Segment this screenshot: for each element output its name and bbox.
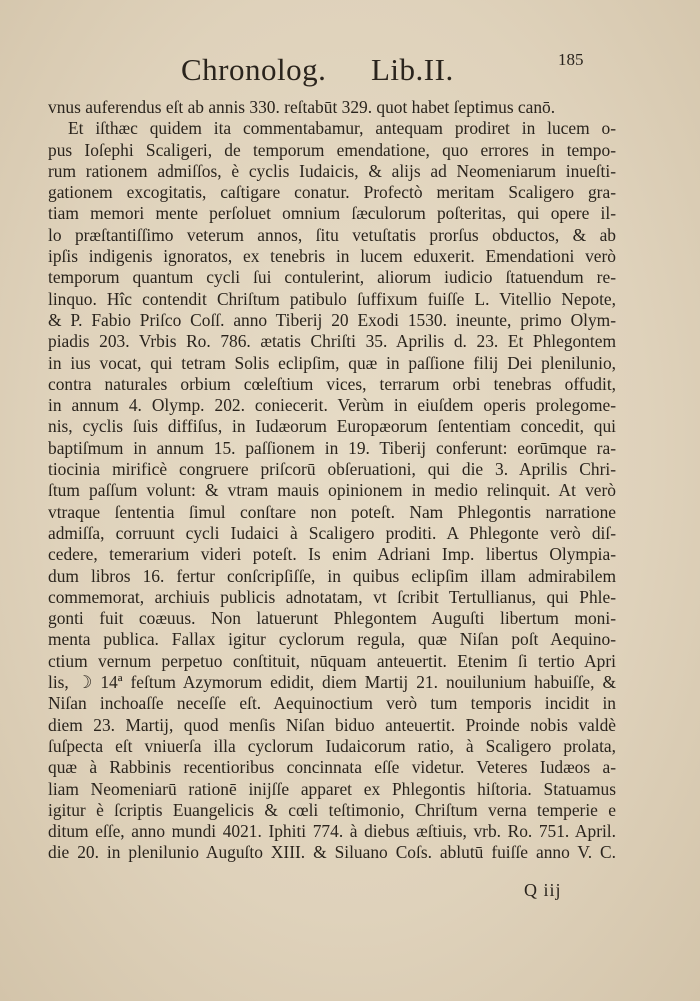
text-line: tiam memori mente perſoluet omnium ſæculorum poſteritas, qui opere il- bbox=[48, 203, 616, 224]
text-line: diem 23. Martij, quod menſis Niſan biduo anteuertit. Proinde nobis valdè bbox=[48, 714, 616, 735]
running-title-right: Lib.II. bbox=[371, 52, 454, 87]
text-line: pus Ioſephi Scaligeri, de temporum emendatione, quo errores in tempo- bbox=[48, 139, 616, 160]
page-number: 185 bbox=[558, 50, 584, 69]
text-line: tiocinia mirificè congruere priſcorū obſeruationi, qui die 3. Aprilis Chri- bbox=[48, 459, 616, 480]
text-line: ſuſpecta eſt vniuerſa illa cyclorum Iudaicorum ratio, à Scaligero prolata, bbox=[48, 735, 616, 756]
text-line: commemorat, archiuis publicis adnotatam, vt ſcribit Tertullianus, qui Phle- bbox=[48, 586, 616, 607]
body-text bbox=[48, 97, 616, 864]
text-line: igitur è ſcriptis Euangelicis & cœli teſtimonio, Chriſtum verna temperie e bbox=[48, 799, 616, 820]
text-line: in annum 4. Olymp. 202. coniecerit. Verùm in eiuſdem operis prolegome- bbox=[48, 395, 616, 416]
text-line: rum rationem admiſſos, è cyclis Iudaicis, & alijs ad Neomeniarum inueſti- bbox=[48, 160, 616, 181]
text-line: linquo. Hîc contendit Chriſtum patibulo ſuffixum fuiſſe L. Vitellio Nepote, bbox=[48, 288, 616, 309]
text-line: Et iſthæc quidem ita commentabamur, antequam prodiret in lucem o- bbox=[68, 118, 616, 139]
text-line: ditum eſſe, anno mundi 4021. Iphiti 774. à diebus æſtiuis, vrb. Ro. 751. April. bbox=[48, 821, 616, 842]
text-line: cedere, temerarium videri poteſt. Is enim Adriani Imp. libertus Olympia- bbox=[48, 544, 616, 565]
text-line: baptiſmum in annum 15. paſſionem in 19. Tiberij conferunt: eorūmque ra- bbox=[48, 437, 616, 458]
text-line: quæ à Rabbinis recentioribus concinnata eſſe videtur. Veteres Iudæos a- bbox=[48, 757, 616, 778]
running-head bbox=[0, 52, 700, 92]
text-line: ſtum paſſum volunt: & vtram mauis opinionem in medio relinquit. At verò bbox=[48, 480, 616, 501]
text-line: gationem excogitatis, caſtigare conatur. Profectò meritam Scaligero gra- bbox=[48, 182, 616, 203]
text-line: & P. Fabio Priſco Coſſ. anno Tiberij 20 Exodi 1530. ineunte, primo Olym- bbox=[48, 309, 616, 330]
text-line: ipſis indigenis ignoratos, ex tenebris in lucem eduxerit. Emendationi verò bbox=[48, 246, 616, 267]
text-line: in ius vocat, qui tetram Solis eclipſim, quæ in paſſione filij Dei plenilunio, bbox=[48, 352, 616, 373]
text-line: menta publica. Fallax igitur cyclorum regula, quæ Niſan poſt Aequino- bbox=[48, 629, 616, 650]
text-line: vtraque ſententia ſimul conſtare non poteſt. Nam Phlegontis narratione bbox=[48, 501, 616, 522]
text-line: temporum quantum cycli ſui contulerint, aliorum iudicio ſtatuendum re- bbox=[48, 267, 616, 288]
text-line: lis, ☽ 14ª feſtum Azymorum edidit, diem Martij 21. nouilunium habuiſſe, & bbox=[48, 672, 616, 693]
text-line: dum libros 16. fertur conſcripſiſſe, in quibus eclipſim illam admirabilem bbox=[48, 565, 616, 586]
text-line: gonti fuit coæuus. Non latuerunt Phlegontem Auguſti libertum moni- bbox=[48, 608, 616, 629]
text-line: Niſan inchoaſſe neceſſe eſt. Aequinoctium verò tum temporis incidit in bbox=[48, 693, 616, 714]
text-line: admiſſa, corruunt cycli Iudaici à Scaligero proditi. A Phlegonte verò diſ- bbox=[48, 522, 616, 543]
text-line: ctium vernum perpetuo conſtituit, nūquam anteuertit. Etenim ſi tertio Apri bbox=[48, 650, 616, 671]
signature-mark: Q iij bbox=[524, 880, 562, 900]
text-line: lo præſtantiſſimo veterum annos, ſitu vetuſtatis prorſus obductos, & ab bbox=[48, 224, 616, 245]
text-line: liam Neomeniarū rationē inijſſe apparet ex Phlegontis hiſtoria. Statuamus bbox=[48, 778, 616, 799]
running-title-left: Chronolog. bbox=[181, 52, 327, 87]
text-line: nis, cyclis ſuis diffiſus, in Iudæorum Europæorum ſententiam concedit, qui bbox=[48, 416, 616, 437]
text-line: contra naturales orbium cœleſtium vices, terrarum orbi tenebras offudit, bbox=[48, 373, 616, 394]
text-line: piadis 203. Vrbis Ro. 786. ætatis Chriſti 35. Aprilis d. 23. Et Phlegontem bbox=[48, 331, 616, 352]
text-line: vnus auferendus eſt ab annis 330. reſtabūt 329. quot habet ſeptimus canō. bbox=[48, 97, 556, 117]
text-line: die 20. in plenilunio Auguſto XIII. & Siluano Coſs. ablutū fuiſſe anno V. C. bbox=[48, 842, 616, 863]
